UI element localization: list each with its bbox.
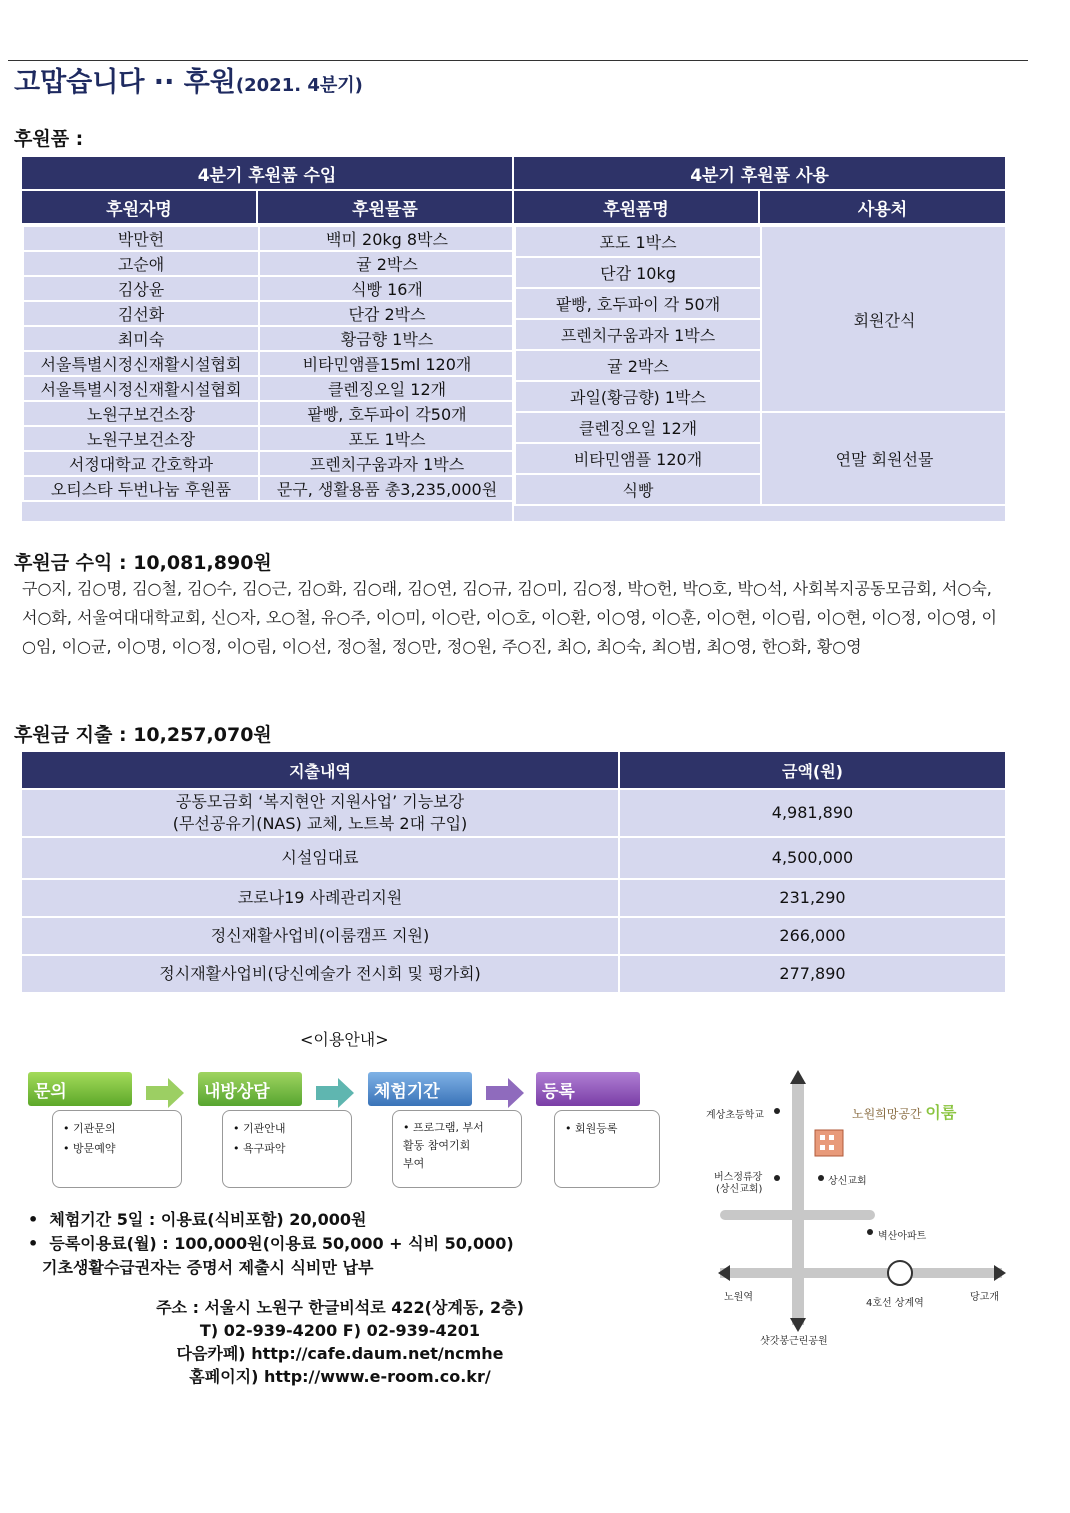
- item-cell: 포도 1박스: [259, 426, 513, 451]
- fee-bullet-text: 체험기간 5일 : 이용료(식비포함) 20,000원: [49, 1210, 367, 1229]
- step-line: • 기관문의: [63, 1122, 116, 1135]
- expense-desc-line1: 공동모금회 ‘복지현안 지원사업’ 기능보강: [175, 792, 465, 811]
- item-cell: 백미 20kg 8박스: [259, 226, 513, 251]
- use-item-cell: 과일(황금향) 1박스: [515, 381, 761, 412]
- item-cell: 황금향 1박스: [259, 326, 513, 351]
- fee-bullet-text: 등록이용료(월) : 100,000원(이용료 50,000 + 식비 50,000): [49, 1234, 514, 1253]
- step-head-visit: 내방상담: [198, 1072, 302, 1106]
- fee-bullet-trial: • 체험기간 5일 : 이용료(식비포함) 20,000원: [28, 1210, 367, 1229]
- donor-cell: 오티스타 두번나눔 후원품: [23, 476, 259, 501]
- use-item-cell: 클렌징오일 12개: [515, 412, 761, 443]
- map-label-danggogae: 당고개: [970, 1292, 999, 1303]
- use-item-cell: 단감 10kg: [515, 257, 761, 288]
- step-line: • 기관안내: [233, 1122, 286, 1135]
- place-cell: 연말 회원선물: [761, 412, 1006, 505]
- map-label-line4: 4호선 상계역: [866, 1298, 924, 1309]
- step-line: 부여: [403, 1157, 425, 1170]
- expense-desc-cell: [21, 789, 619, 837]
- expense-section-title: 후원금 지출 : 10,257,070원: [14, 724, 272, 746]
- donor-cell: 최미숙: [23, 326, 259, 351]
- homepage-line[interactable]: 홈페이지) http://www.e-room.co.kr/: [189, 1367, 491, 1386]
- location-map: [700, 1070, 1020, 1360]
- place-cell: 회원간식: [761, 226, 1006, 412]
- use-item-cell: 팥빵, 호두파이 각 50개: [515, 288, 761, 319]
- item-cell: 비타민앰플15ml 120개: [259, 351, 513, 376]
- step-box-visit: [222, 1110, 352, 1188]
- items-section-title: 후원품 :: [14, 128, 84, 150]
- income-block: [21, 224, 513, 522]
- step-line: • 욕구파악: [233, 1142, 286, 1155]
- title-main: 고맙습니다 ·· 후원: [14, 67, 236, 98]
- map-label-apt: 벽산아파트: [878, 1231, 927, 1242]
- expense-table: [20, 750, 1007, 994]
- donor-cell: 노원구보건소장: [23, 426, 259, 451]
- item-cell: 문구, 생활용품 총3,235,000원: [259, 476, 513, 501]
- use-item-cell: 포도 1박스: [515, 226, 761, 257]
- step-head-inquiry: 문의: [28, 1072, 132, 1106]
- use-table: [514, 225, 1006, 506]
- group-income-header: 4분기 후원품 수입: [21, 156, 513, 190]
- item-cell: 단감 2박스: [259, 301, 513, 326]
- donor-cell: 서정대학교 간호학과: [23, 451, 259, 476]
- donor-cell: 서울특별시정신재활시설협회: [23, 376, 259, 401]
- col-expense-desc: 지출내역: [21, 751, 619, 789]
- item-cell: 귤 2박스: [259, 251, 513, 276]
- use-block: [513, 224, 1006, 522]
- expense-amount-cell: 4,981,890: [619, 789, 1006, 837]
- step-box-trial: [392, 1110, 522, 1188]
- map-label-nowon: 노원역: [724, 1292, 753, 1303]
- phone-line: T) 02-939-4200 F) 02-939-4201: [199, 1321, 481, 1340]
- arrow-right-icon: [316, 1078, 356, 1108]
- donor-cell: 김선화: [23, 301, 259, 326]
- expense-desc-cell: 시설임대료: [21, 837, 619, 879]
- expense-amount-cell: 4,500,000: [619, 837, 1006, 879]
- expense-desc-line2: (무선공유기(NAS) 교체, 노트북 2대 구입): [172, 814, 468, 833]
- page-title: [14, 60, 363, 99]
- expense-amount-cell: 266,000: [619, 917, 1006, 955]
- map-brand-accent: 이룸: [925, 1103, 957, 1122]
- item-cell: 프렌치구움과자 1박스: [259, 451, 513, 476]
- col-item: 후원물품: [257, 190, 513, 224]
- process-flow: [26, 1070, 676, 1195]
- arrow-right-icon: [486, 1078, 526, 1108]
- col-expense-amount: 금액(원): [619, 751, 1006, 789]
- arrow-right-icon: [146, 1078, 186, 1108]
- col-use-item: 후원품명: [513, 190, 759, 224]
- income-section-title: 후원금 수익 : 10,081,890원: [14, 552, 272, 574]
- step-head-register: 등록: [536, 1072, 640, 1106]
- donor-cell: 노원구보건소장: [23, 401, 259, 426]
- step-line: • 회원등록: [565, 1122, 618, 1135]
- map-brand-name: 노원희망공간: [852, 1107, 922, 1121]
- expense-desc-cell: 정신재활사업비(이룸캠프 지원): [21, 917, 619, 955]
- map-label-bus2: (상신교회): [716, 1184, 763, 1195]
- donor-cell: 박만헌: [23, 226, 259, 251]
- expense-desc-cell: 코로나19 사례관리지원: [21, 879, 619, 917]
- donor-cell: 김상윤: [23, 276, 259, 301]
- expense-amount-cell: 277,890: [619, 955, 1006, 993]
- map-label-school: 계상초등학교: [706, 1110, 764, 1121]
- cafe-line[interactable]: 다음카페) http://cafe.daum.net/ncmhe: [176, 1344, 504, 1363]
- map-label-bus: 버스정류장: [714, 1172, 763, 1183]
- contact-block: [130, 1296, 550, 1388]
- donor-cell: 서울특별시정신재활시설협회: [23, 351, 259, 376]
- use-item-cell: 비타민앰플 120개: [515, 443, 761, 474]
- group-use-header: 4분기 후원품 사용: [513, 156, 1006, 190]
- item-cell: 클렌징오일 12개: [259, 376, 513, 401]
- map-brand: [852, 1100, 956, 1123]
- fee-bullet-register: • 등록이용료(월) : 100,000원(이용료 50,000 + 식비 50,000): [28, 1234, 514, 1253]
- fee-note: 기초생활수급권자는 증명서 제출시 식비만 납부: [42, 1258, 374, 1277]
- col-donor: 후원자명: [21, 190, 257, 224]
- donor-cell: 고순애: [23, 251, 259, 276]
- item-cell: 팥빵, 호두파이 각50개: [259, 401, 513, 426]
- item-cell: 식빵 16개: [259, 276, 513, 301]
- expense-desc-cell: 정시재활사업비(당신예술가 전시회 및 평가회): [21, 955, 619, 993]
- step-line: • 프로그램, 부서: [403, 1121, 484, 1134]
- use-item-cell: 귤 2박스: [515, 350, 761, 381]
- map-label-park: 샷갓봉근린공원: [760, 1336, 828, 1347]
- use-item-cell: 프렌치구움과자 1박스: [515, 319, 761, 350]
- items-table: [20, 155, 1007, 523]
- income-table: [22, 225, 513, 502]
- title-sub: (2021. 4분기): [235, 75, 363, 96]
- building-icon: [815, 1130, 843, 1156]
- map-label-church: 상신교회: [828, 1176, 867, 1187]
- address-line: 주소 : 서울시 노원구 한글비석로 422(상계동, 2층): [156, 1298, 524, 1317]
- expense-amount-cell: 231,290: [619, 879, 1006, 917]
- col-place: 사용처: [759, 190, 1006, 224]
- use-item-cell: 식빵: [515, 474, 761, 505]
- step-line: • 방문예약: [63, 1142, 116, 1155]
- step-line: 활동 참여기회: [403, 1139, 471, 1152]
- step-head-trial: 체험기간: [368, 1072, 472, 1106]
- step-box-inquiry: [52, 1110, 182, 1188]
- donor-list: 구○지, 김○명, 김○철, 김○수, 김○근, 김○화, 김○래, 김○연, 김○규, 김○미, 김○정, 박○헌, 박○호, 박○석, 사회복지공동모금회, 서○숙, 서○화, 서울여대대학교회, 신○자, 오○철, 유○주, 이○미, 이○란, 이○호, 이○환, 이○영, 이○훈, 이○현, 이○림, 이○현, 이○정, 이○영, 이○임, 이○균, 이○명, 이○정, 이○림, 이○선, 정○철, 정○만, 정○원, 주○진, 최○, 최○숙, 최○범, 최○영, 한○화, 황○영: [22, 579, 997, 656]
- step-box-register: [554, 1110, 660, 1188]
- guide-title: <이용안내>: [300, 1030, 389, 1049]
